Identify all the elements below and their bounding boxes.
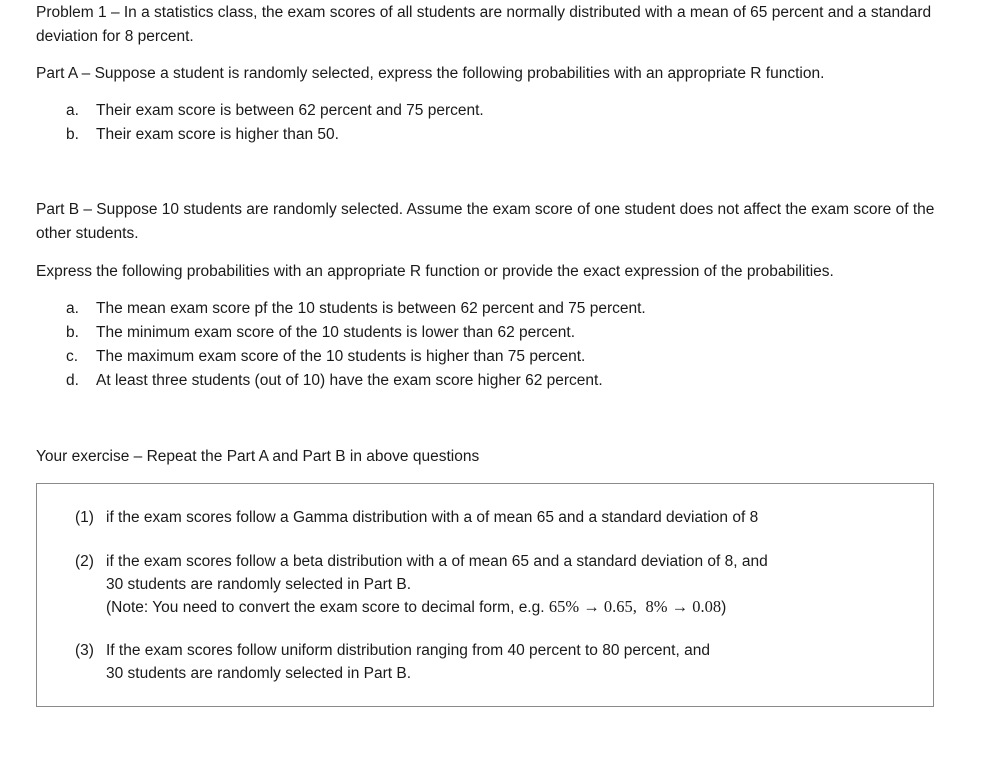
list-marker: b.: [66, 324, 79, 341]
exercise-marker: (1): [75, 509, 94, 526]
exercise-marker: (3): [75, 642, 94, 659]
math-example-1: 65% → 0.65,: [548, 597, 637, 616]
exercise-item-1: [75, 507, 758, 530]
part-b-item-d: [66, 369, 646, 393]
exercise-item-body: [106, 507, 758, 530]
part-b-intro: Part B – Suppose 10 students are randomly selected. Assume the exam score of one student does not affect the exam score of the other students.: [36, 201, 935, 242]
exercise-line: 30 students are randomly selected in Part B.: [106, 575, 411, 593]
list-item-text: The minimum exam score of the 10 students is lower than 62 percent.: [96, 324, 576, 341]
exercise-box: [36, 483, 934, 707]
list-marker: a.: [66, 102, 79, 119]
list-item-text: The mean exam score pf the 10 students is between 62 percent and 75 percent.: [96, 300, 646, 317]
exercise-line: If the exam scores follow uniform distribution ranging from 40 percent to 80 percent, and: [106, 642, 710, 659]
exercise-item-body: [106, 640, 710, 685]
list-marker: a.: [66, 300, 79, 317]
part-b-express: Express the following probabilities with an appropriate R function or provide the exact expression of the probabilities.: [36, 263, 834, 280]
exercise-note: [106, 596, 768, 620]
part-b-list: [66, 297, 646, 393]
part-b-item-a: [66, 297, 646, 321]
problem-1-statement: Problem 1 – In a statistics class, the exam scores of all students are normally distributed with a mean of 65 percent and a standard deviation for 8 percent.: [36, 4, 932, 45]
part-a-list: [66, 99, 484, 147]
list-item-text: Their exam score is between 62 percent and 75 percent.: [96, 102, 484, 119]
exercise-item-2: [75, 551, 768, 620]
exercise-line: 30 students are randomly selected in Part B.: [106, 664, 411, 682]
exercise-line: if the exam scores follow a beta distribution with a of mean 65 and a standard deviation of 8, and: [106, 553, 768, 570]
part-a-intro: Part A – Suppose a student is randomly selected, express the following probabilities with an appropriate R function.: [36, 65, 825, 82]
list-marker: d.: [66, 372, 79, 389]
part-b-item-b: [66, 321, 646, 345]
part-a-item-a: [66, 99, 484, 123]
list-item-text: Their exam score is higher than 50.: [96, 126, 339, 143]
note-suffix: ): [721, 599, 727, 616]
list-item-text: The maximum exam score of the 10 students is higher than 75 percent.: [96, 348, 586, 365]
exercise-item-3: [75, 640, 710, 685]
exercise-marker: (2): [75, 553, 94, 570]
list-item-text: At least three students (out of 10) have the exam score higher 62 percent.: [96, 372, 603, 389]
list-marker: c.: [66, 348, 79, 365]
note-prefix: (Note: You need to convert the exam score to decimal form, e.g.: [106, 599, 549, 616]
exercise-line: if the exam scores follow a Gamma distribution with a of mean 65 and a standard deviation of 8: [106, 509, 759, 526]
list-marker: b.: [66, 126, 79, 143]
exercise-item-body: [106, 551, 768, 620]
math-example-2: 8% → 0.08: [645, 597, 722, 616]
part-a-item-b: [66, 123, 484, 147]
exercise-heading: Your exercise – Repeat the Part A and Part B in above questions: [36, 448, 480, 465]
part-b-item-c: [66, 345, 646, 369]
